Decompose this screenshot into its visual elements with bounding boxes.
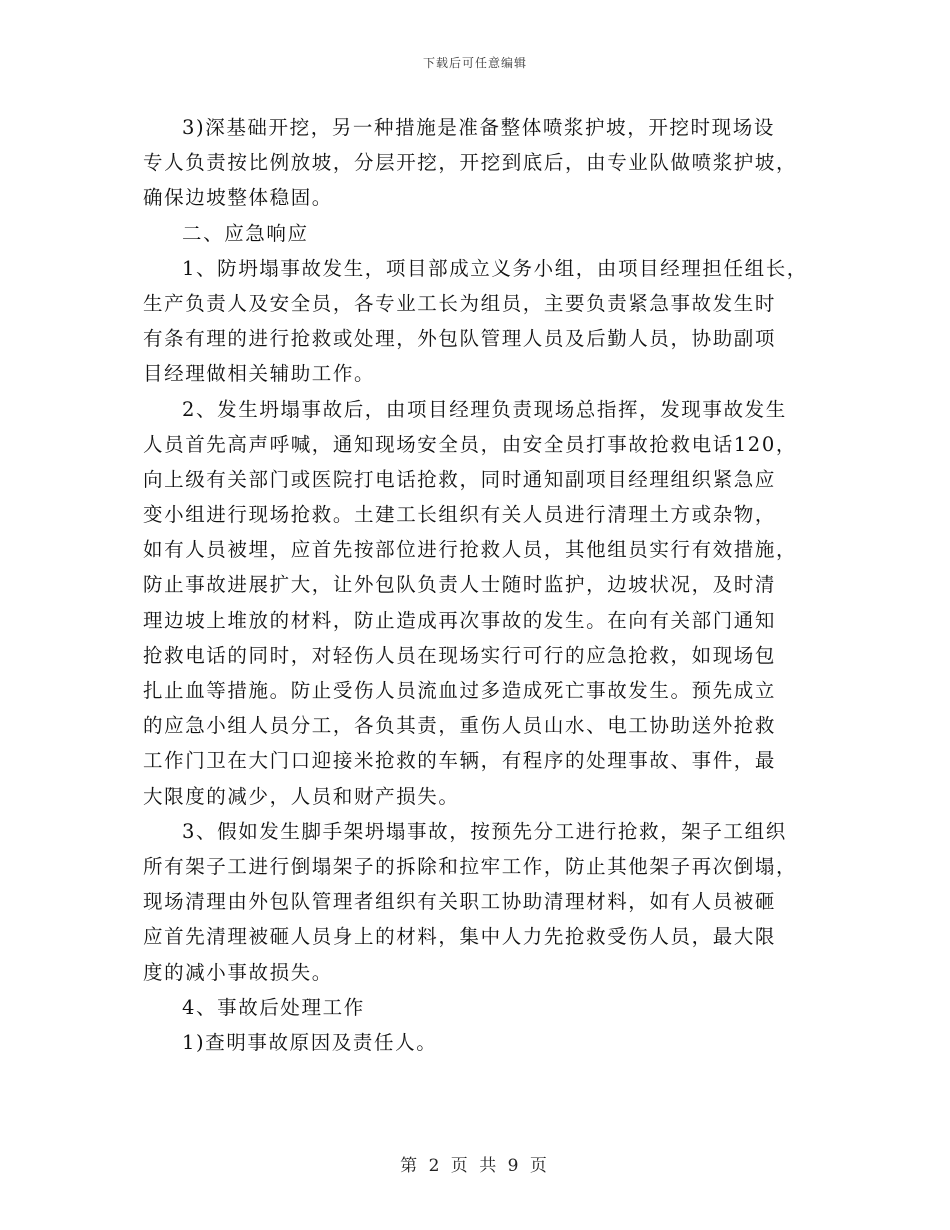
section-heading: 4、事故后处理工作: [182, 995, 365, 1019]
page-number-footer: 第 2 页 共 9 页: [400, 1156, 550, 1176]
text-line: 理边坡上堆放的材料，防止造成再次事故的发生。在向有关部门通知: [143, 608, 777, 632]
text-line: 3、假如发生脚手架坍塌事故，按预先分工进行抢救，架子工组织: [182, 819, 787, 843]
page-header: 下载后可任意编辑: [422, 56, 527, 70]
text-line: 如有人员被埋，应首先按部位进行抢救人员，其他组员实行有效措施，: [143, 538, 798, 562]
text-line: 2、发生坍塌事故后，由项目经理负责现场总指挥，发现事故发生: [182, 397, 787, 421]
text-line: 度的减小事故损失。: [143, 960, 333, 984]
text-line: 防止事故进展扩大，让外包队负责人士随时监护，边坡状况，及时清: [143, 573, 777, 597]
text-line: 所有架子工进行倒塌架子的拆除和拉牢工作，防止其他架子再次倒塌，: [143, 854, 798, 878]
text-line: 目经理做相关辅助工作。: [143, 362, 376, 386]
text-line: 的应急小组人员分工，各负其责，重伤人员山水、电工协助送外抢救: [143, 714, 777, 738]
text-line: 向上级有关部门或医院打电话抢救，同时通知副项目经理组织紧急应: [143, 467, 777, 491]
text-line: 现场清理由外包队管理者组织有关职工协助清理材料，如有人员被砸: [143, 890, 777, 914]
text-line: 专人负责按比例放坡，分层开挖，开挖到底后，由专业队做喷浆护坡，: [143, 151, 798, 175]
text-line: 工作门卫在大门口迎接米抢救的车辆，有程序的处理事故、事件，最: [143, 749, 777, 773]
text-line: 大限度的减少，人员和财产损失。: [143, 784, 460, 808]
text-line: 生产负责人及安全员，各专业工长为组员，主要负责紧急事故发生时: [143, 291, 777, 315]
text-line: 扎止血等措施。防止受伤人员流血过多造成死亡事故发生。预先成立: [143, 679, 777, 702]
text-line: 抢救电话的同时，对轻伤人员在现场实行可行的应急抢救，如现场包: [143, 643, 777, 667]
text-line: 人员首先高声呼喊，通知现场安全员，由安全员打事故抢救电话120，: [143, 432, 797, 456]
text-line: 应首先清理被砸人员身上的材料，集中人力先抢救受伤人员，最大限: [143, 925, 777, 949]
text-line: 确保边坡整体稳固。: [143, 186, 333, 210]
text-line: 1)查明事故原因及责任人。: [182, 1030, 438, 1054]
text-line: 1、防坍塌事故发生，项目部成立义务小组，由项目经理担任组长，: [182, 256, 808, 280]
text-line: 3)深基础开挖，另一种措施是准备整体喷浆护坡，开挖时现场设: [182, 116, 775, 139]
text-line: 有条有理的进行抢救或处理，外包队管理人员及后勤人员，协助副项: [143, 327, 777, 351]
text-line: 变小组进行现场抢救。土建工长组织有关人员进行清理土方或杂物，: [143, 503, 777, 527]
document-body: [143, 110, 813, 1060]
section-heading: 二、应急响应: [182, 221, 309, 245]
